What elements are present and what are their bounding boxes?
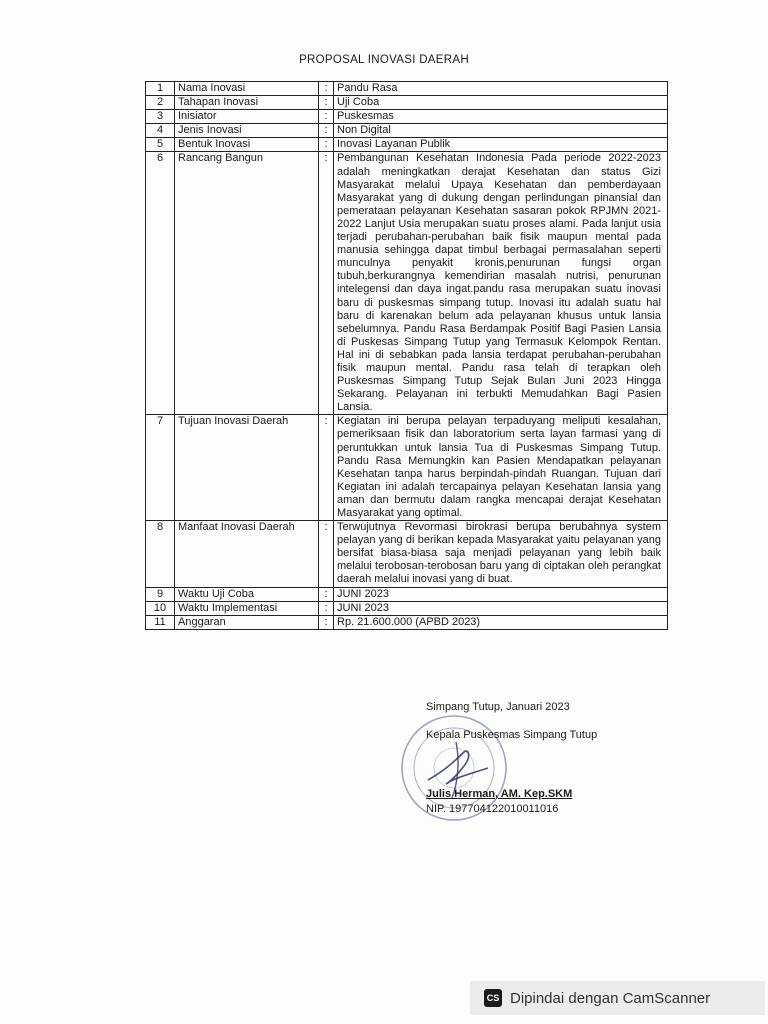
row-label: Nama Inovasi (175, 82, 319, 96)
table-row (146, 587, 668, 601)
table-row (146, 82, 668, 96)
row-label: Waktu Implementasi (175, 601, 319, 615)
row-value: Pembangunan Kesehatan Indonesia Pada periode 2022-2023 adalah meningkatkan derajat Kesehatan dan status Gizi Masyarakat melalui Upaya Kesehatan dan pemberdayaan Masyarakat yang di dukung dengan perlindungan pinansial dan pemerataan pelayanan Kesehatan sasaran pokok RPJMN 2021-2022 Lanjut Usia merupakan suatu proses alami. Pada lanjut usia terjadi perubahan-perubahan baik fisik maupun mental pada manusia sehingga dapat timbul berbagai permasalahan seperti munculnya penyakit kronis,penurunan fungsi organ tubuh,berkurangnya kemendirian masalah nutrisi, penurunan intelegensi dan daya ingat.pandu rasa merupakan suatu inovasi baru di puskesmas simpang tutup. Inovasi itu adalah suatu hal baru di karenakan belum ada pelayanan khusus untuk lansia sebelumnya. Pandu Rasa Berdampak Positif Bagi Pasien Lansia di Puskesas Simpang Tutup yang Termasuk Kelompok Rentan. Hal ini di sebabkan pada lansia terdapat perubahan-perubahan fisik maupun mental. Pandu rasa telah di terapkan oleh Puskesmas Simpang Tutup Sejak Bulan Juni 2023 Hingga Sekarang. Pelayanan ini terbukti Memudahkan Bagi Pasien Lansia. (334, 152, 668, 415)
row-colon: : (319, 521, 334, 587)
camscanner-label: Dipindai dengan CamScanner (510, 989, 711, 1007)
row-label: Bentuk Inovasi (175, 138, 319, 152)
row-colon: : (319, 601, 334, 615)
table-row (146, 615, 668, 629)
proposal-table (145, 81, 668, 630)
row-number: 9 (146, 587, 175, 601)
table-row (146, 138, 668, 152)
camscanner-logo-icon: CS (484, 989, 502, 1007)
row-label: Manfaat Inovasi Daerah (175, 521, 319, 587)
row-colon: : (319, 587, 334, 601)
table-row (146, 124, 668, 138)
row-number: 11 (146, 615, 175, 629)
signature-name: Julis Herman, AM. Kep.SKM (426, 788, 573, 800)
row-number: 1 (146, 82, 175, 96)
row-number: 6 (146, 152, 175, 415)
row-label: Anggaran (175, 615, 319, 629)
signature-place-date: Simpang Tutup, Januari 2023 (426, 701, 570, 713)
row-colon: : (319, 82, 334, 96)
page-title: PROPOSAL INOVASI DAERAH (299, 54, 469, 66)
row-label: Tahapan Inovasi (175, 96, 319, 110)
row-colon: : (319, 96, 334, 110)
table-row (146, 521, 668, 587)
row-label: Waktu Uji Coba (175, 587, 319, 601)
signature-position: Kepala Puskesmas Simpang Tutup (426, 729, 598, 741)
table-row (146, 96, 668, 110)
row-value: Puskesmas (334, 110, 668, 124)
table-row (146, 152, 668, 415)
table-row (146, 601, 668, 615)
row-number: 10 (146, 601, 175, 615)
row-value: Pandu Rasa (334, 82, 668, 96)
row-number: 2 (146, 96, 175, 110)
row-value: Uji Coba (334, 96, 668, 110)
row-value: JUNI 2023 (334, 601, 668, 615)
row-colon: : (319, 124, 334, 138)
row-colon: : (319, 138, 334, 152)
signature-nip: NIP. 197704122010011016 (426, 803, 559, 815)
table-row (146, 110, 668, 124)
row-label: Jenis Inovasi (175, 124, 319, 138)
row-number: 5 (146, 138, 175, 152)
row-value: Rp. 21.600.000 (APBD 2023) (334, 615, 668, 629)
signature-block (404, 700, 664, 817)
row-label: Inisiator (175, 110, 319, 124)
row-colon: : (319, 615, 334, 629)
row-label: Rancang Bangun (175, 152, 319, 415)
row-number: 4 (146, 124, 175, 138)
row-colon: : (319, 110, 334, 124)
row-value: JUNI 2023 (334, 587, 668, 601)
table-row (146, 415, 668, 521)
row-value: Terwujutnya Revormasi birokrasi berupa berubahnya system pelayan yang di berikan kepada Masyarakat yaitu pelayanan yang bersifat biasa-biasa saja menjadi pelayanan yang lebih baik melalui terobosan-terobosan baru yang di ciptakan oleh perangkat daerah melalui inovasi yang di buat. (334, 521, 668, 587)
row-colon: : (319, 415, 334, 521)
row-value: Kegiatan ini berupa pelayan terpaduyang meliputi kesalahan, pemeriksaan fisik dan laboratorium serta layan farmasi yang di peruntukkan untuk lansia Tua di Puskesmas Simpang Tutup. Pandu Rasa Memungkin kan Pasien Mendapatkan pelayanan Kesehatan tanpa harus berpindah-pindah Ruangan. Tujuan dari Kegiatan ini adalah tercapainya pelayan Kesehatan lansia yang aman dan bermutu dalam rangka mencapai derajat Kesehatan Masyarakat yang optimal. (334, 415, 668, 521)
row-colon: : (319, 152, 334, 415)
row-number: 3 (146, 110, 175, 124)
row-number: 7 (146, 415, 175, 521)
row-number: 8 (146, 521, 175, 587)
row-label: Tujuan Inovasi Daerah (175, 415, 319, 521)
row-value: Non Digital (334, 124, 668, 138)
camscanner-watermark (470, 981, 765, 1015)
row-value: Inovasi Layanan Publik (334, 138, 668, 152)
